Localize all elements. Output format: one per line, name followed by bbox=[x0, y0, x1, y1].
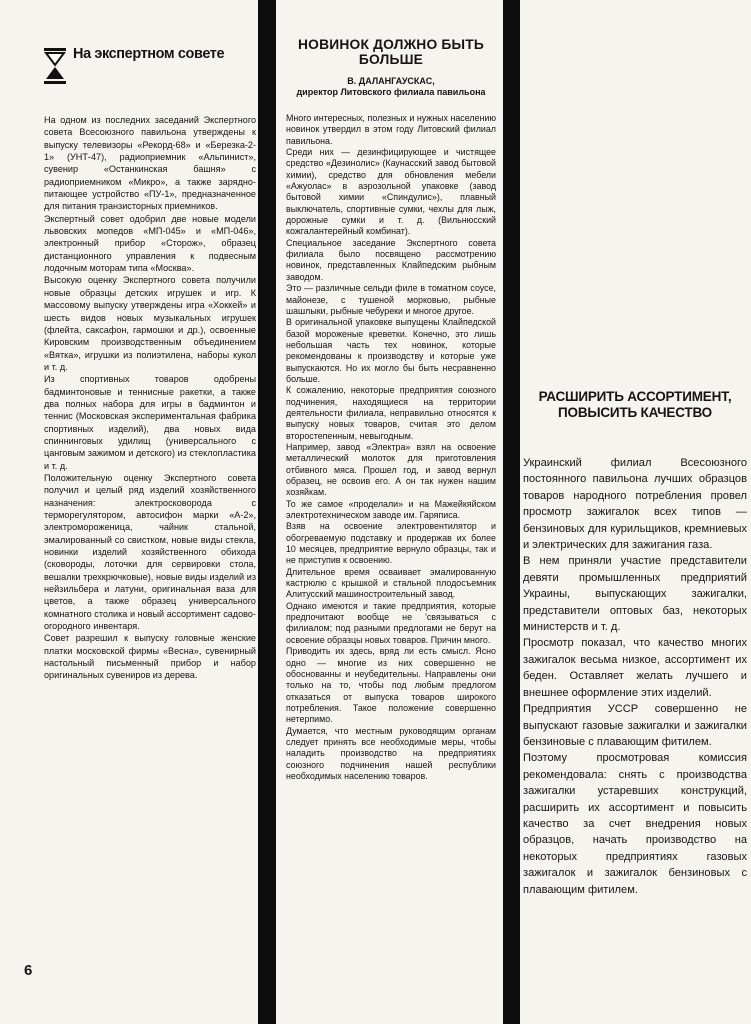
paragraph: Среди них — дезинфицирующее и чистящее средство «Дезинолис» (Каунасский завод бытовой химии), средство для обновления мебели «Ажуолас» в аэрозольной упаковке (завод бытовой химии «Спиндулис»), плавный выключатель, спортивные сумки, чехлы для лыж, дорожные сумки и т. д. (Вильнюсский кожгалантерейный комбинат). bbox=[286, 147, 496, 237]
paragraph: Просмотр показал, что качество многих зажигалок весьма низкое, ассортимент их беден. Оставляет желать лучшего и внешнее оформление этих изделий. bbox=[523, 637, 747, 699]
article-header bbox=[44, 46, 256, 90]
paragraph: Высокую оценку Экспертного совета получили новые образцы детских игрушек и игр. К массовому выпуску утверждены игра «Хоккей» и шесть видов новых музыкальных игрушек (флейта, саксафон, гармошки и др.), освоенные Кировским производственным объединением «Вятка», игрушки из полиэтилена, наборы кукол и т. д. bbox=[44, 275, 256, 372]
paragraph: Много интересных, полезных и нужных населению новинок утвердил в этом году Литовский филиал павильона. bbox=[286, 113, 496, 146]
paragraph: Специальное заседание Экспертного совета филиала было посвящено рассмотрению новинок, представленных Клайпедским рыбным заводом. bbox=[286, 237, 496, 282]
article-expert-council bbox=[44, 46, 256, 682]
paragraph: Экспертный совет одобрил две новые модели львовских мопедов «МП-045» и «МП-046», электронный прибор «Сторож», образец дистанционного управления к подвесным лодочным моторам типа «Москва». bbox=[44, 213, 256, 274]
article-title: РАСШИРИТЬ АССОРТИМЕНТ, ПОВЫСИТЬ КАЧЕСТВО bbox=[538, 389, 732, 420]
article-title: На экспертном совете bbox=[73, 46, 225, 62]
article-title: НОВИНОК ДОЛЖНО БЫТЬ БОЛЬШЕ bbox=[298, 37, 484, 67]
article-body bbox=[286, 113, 496, 782]
paragraph: Однако имеются и такие предприятия, которые предпочитают вообще не 'связываться с филиалом; под разными предлогами не берут на освоение образцы новых товаров. Причин много. bbox=[286, 600, 496, 645]
paragraph: Длительное время осваивает эмалированную кастрюлю с крышкой и стальной плодосъемник Алитусский машиностроительный завод. bbox=[286, 566, 496, 600]
article-expand-assortment bbox=[523, 389, 747, 898]
page-number: 6 bbox=[24, 962, 33, 979]
byline bbox=[286, 76, 496, 97]
paragraph: На одном из последних заседаний Экспертного совета Всесоюзного павильона утверждены к выпуску телевизоры «Рекорд-68» и «Березка-2-1» (УНТ-47), радиоприемник «Альпинист», сувенир «Останкинская башня» с радиоприемником «Микро», а также зарядно-питающее устройство «ПУ-1», предназначенное для питания транзисторных приемников. bbox=[44, 115, 256, 212]
paragraph: То же самое «проделали» и на Мажейкяйском электротехническом заводе им. Гаряписа. bbox=[286, 498, 496, 521]
paragraph: Положительную оценку Экспертного совета получил и целый ряд изделий хозяйственного назначения: электросковорода с терморегулятором, автосифон марки «А-2», электромороженица, чайник стальной, эмалированный со свистком, новые виды стекла, новинки изделий хозяйственного обихода (сковороды, лоточки для сервировки стола, вешалки трехкрючковые), новые виды изделий из нейзильбера и латуни, оригинальная ваза для цветов, а также образец универсального комнатного столика и новый ассортимент садово-огородного инвентаря. bbox=[44, 472, 256, 632]
hourglass-emblem-icon bbox=[44, 48, 66, 84]
paragraph: К сожалению, некоторые предприятия союзного подчинения, находящиеся на территории деятельности филиала, неправильно относятся к выпуску новых товаров, считая это делом второстепенным, невыгодным. bbox=[286, 385, 496, 441]
paragraph: Украинский филиал Всесоюзного постоянного павильона лучших образцов товаров народного потребления провел просмотр зажигалок всех типов — бензиновых для курильщиков, кремниевых и электрических для зажигания газа. bbox=[523, 457, 747, 552]
paragraph: Предприятия УССР совершенно не выпускают газовые зажигалки и зажигалки бензиновые с плавающим фитилем. bbox=[523, 703, 747, 748]
author-name: В. ДАЛАНГАУСКАС, bbox=[347, 76, 435, 86]
article-body bbox=[523, 455, 747, 898]
column-divider-right bbox=[503, 0, 520, 1024]
paragraph: Это — различные сельди филе в томатном соусе, майонезе, с тушеной морковью, рыбные шашлыки, рыбные чебуреки и многое другое. bbox=[286, 283, 496, 316]
author-role: директор Литовского филиала павильона bbox=[296, 86, 486, 97]
paragraph: Приводить их здесь, вряд ли есть смысл. Ясно одно — многие из них совершенно не обоснованны и неубедительны. Направлены они только на то, чтобы под любым предлогом отказаться от выпуска товаров широкого потребления. Такое положение совершенно нетерпимо. bbox=[286, 646, 496, 725]
article-body bbox=[44, 114, 256, 682]
paragraph: Например, завод «Электра» взял на освоение металлический молоток для приготовления отбивного мяса. Прошел год, и завод вернул образец, не освоив его. А он так нужен нашим хозяйкам. bbox=[286, 441, 496, 498]
article-more-novelties bbox=[286, 38, 496, 782]
paragraph: Думается, что местным руководящим органам следует принять все необходимые меры, чтобы наладить производство на предприятиях союзного подчинения нашей республики необходимых населению товаров. bbox=[286, 725, 496, 781]
paragraph: В нем приняли участие представители девяти промышленных предприятий Украины, выпускающих зажигалки, представители оптовых баз, некоторых министерств и т. д. bbox=[523, 555, 747, 634]
paragraph: Поэтому просмотровая комиссия рекомендовала: снять с производства зажигалки устаревших конструкций, расширить их ассортимент и повысить качество за счет внедрения новых образцов, начать производство на некоторых предприятиях газовых зажигалок и зажигалок бензиновых с плавающим фитилем. bbox=[523, 752, 747, 896]
paragraph: Совет разрешил к выпуску головные женские платки московской фирмы «Весна», сувенирный настольный письменный прибор и набор оригинальных сувениров из дерева. bbox=[44, 633, 256, 681]
paragraph: В оригинальной упаковке выпущены Клайпедской базой мороженые креветки. Конечно, это лишь небольшая часть тех новинок, которые рекомендованы к производству и которые уже выпускаются. Но их могло бы быть несравненно больше. bbox=[286, 317, 496, 384]
paragraph: Взяв на освоение электровентилятор и обогреваемую подставку и продержав их более 10 месяцев, предприятие вернуло образцы, так и не приступив к освоению. bbox=[286, 521, 496, 566]
paragraph: Из спортивных товаров одобрены бадминтоновые и теннисные ракетки, а также два полных набора для игры в бадминтон и теннис (Московская экспериментальная фабрика спортивных изделий), два новых вида спиннинговых удилищ (универсального с цанговым зажимом и детского) из стеклопластика и т. д. bbox=[44, 374, 256, 471]
column-divider-left bbox=[258, 0, 276, 1024]
